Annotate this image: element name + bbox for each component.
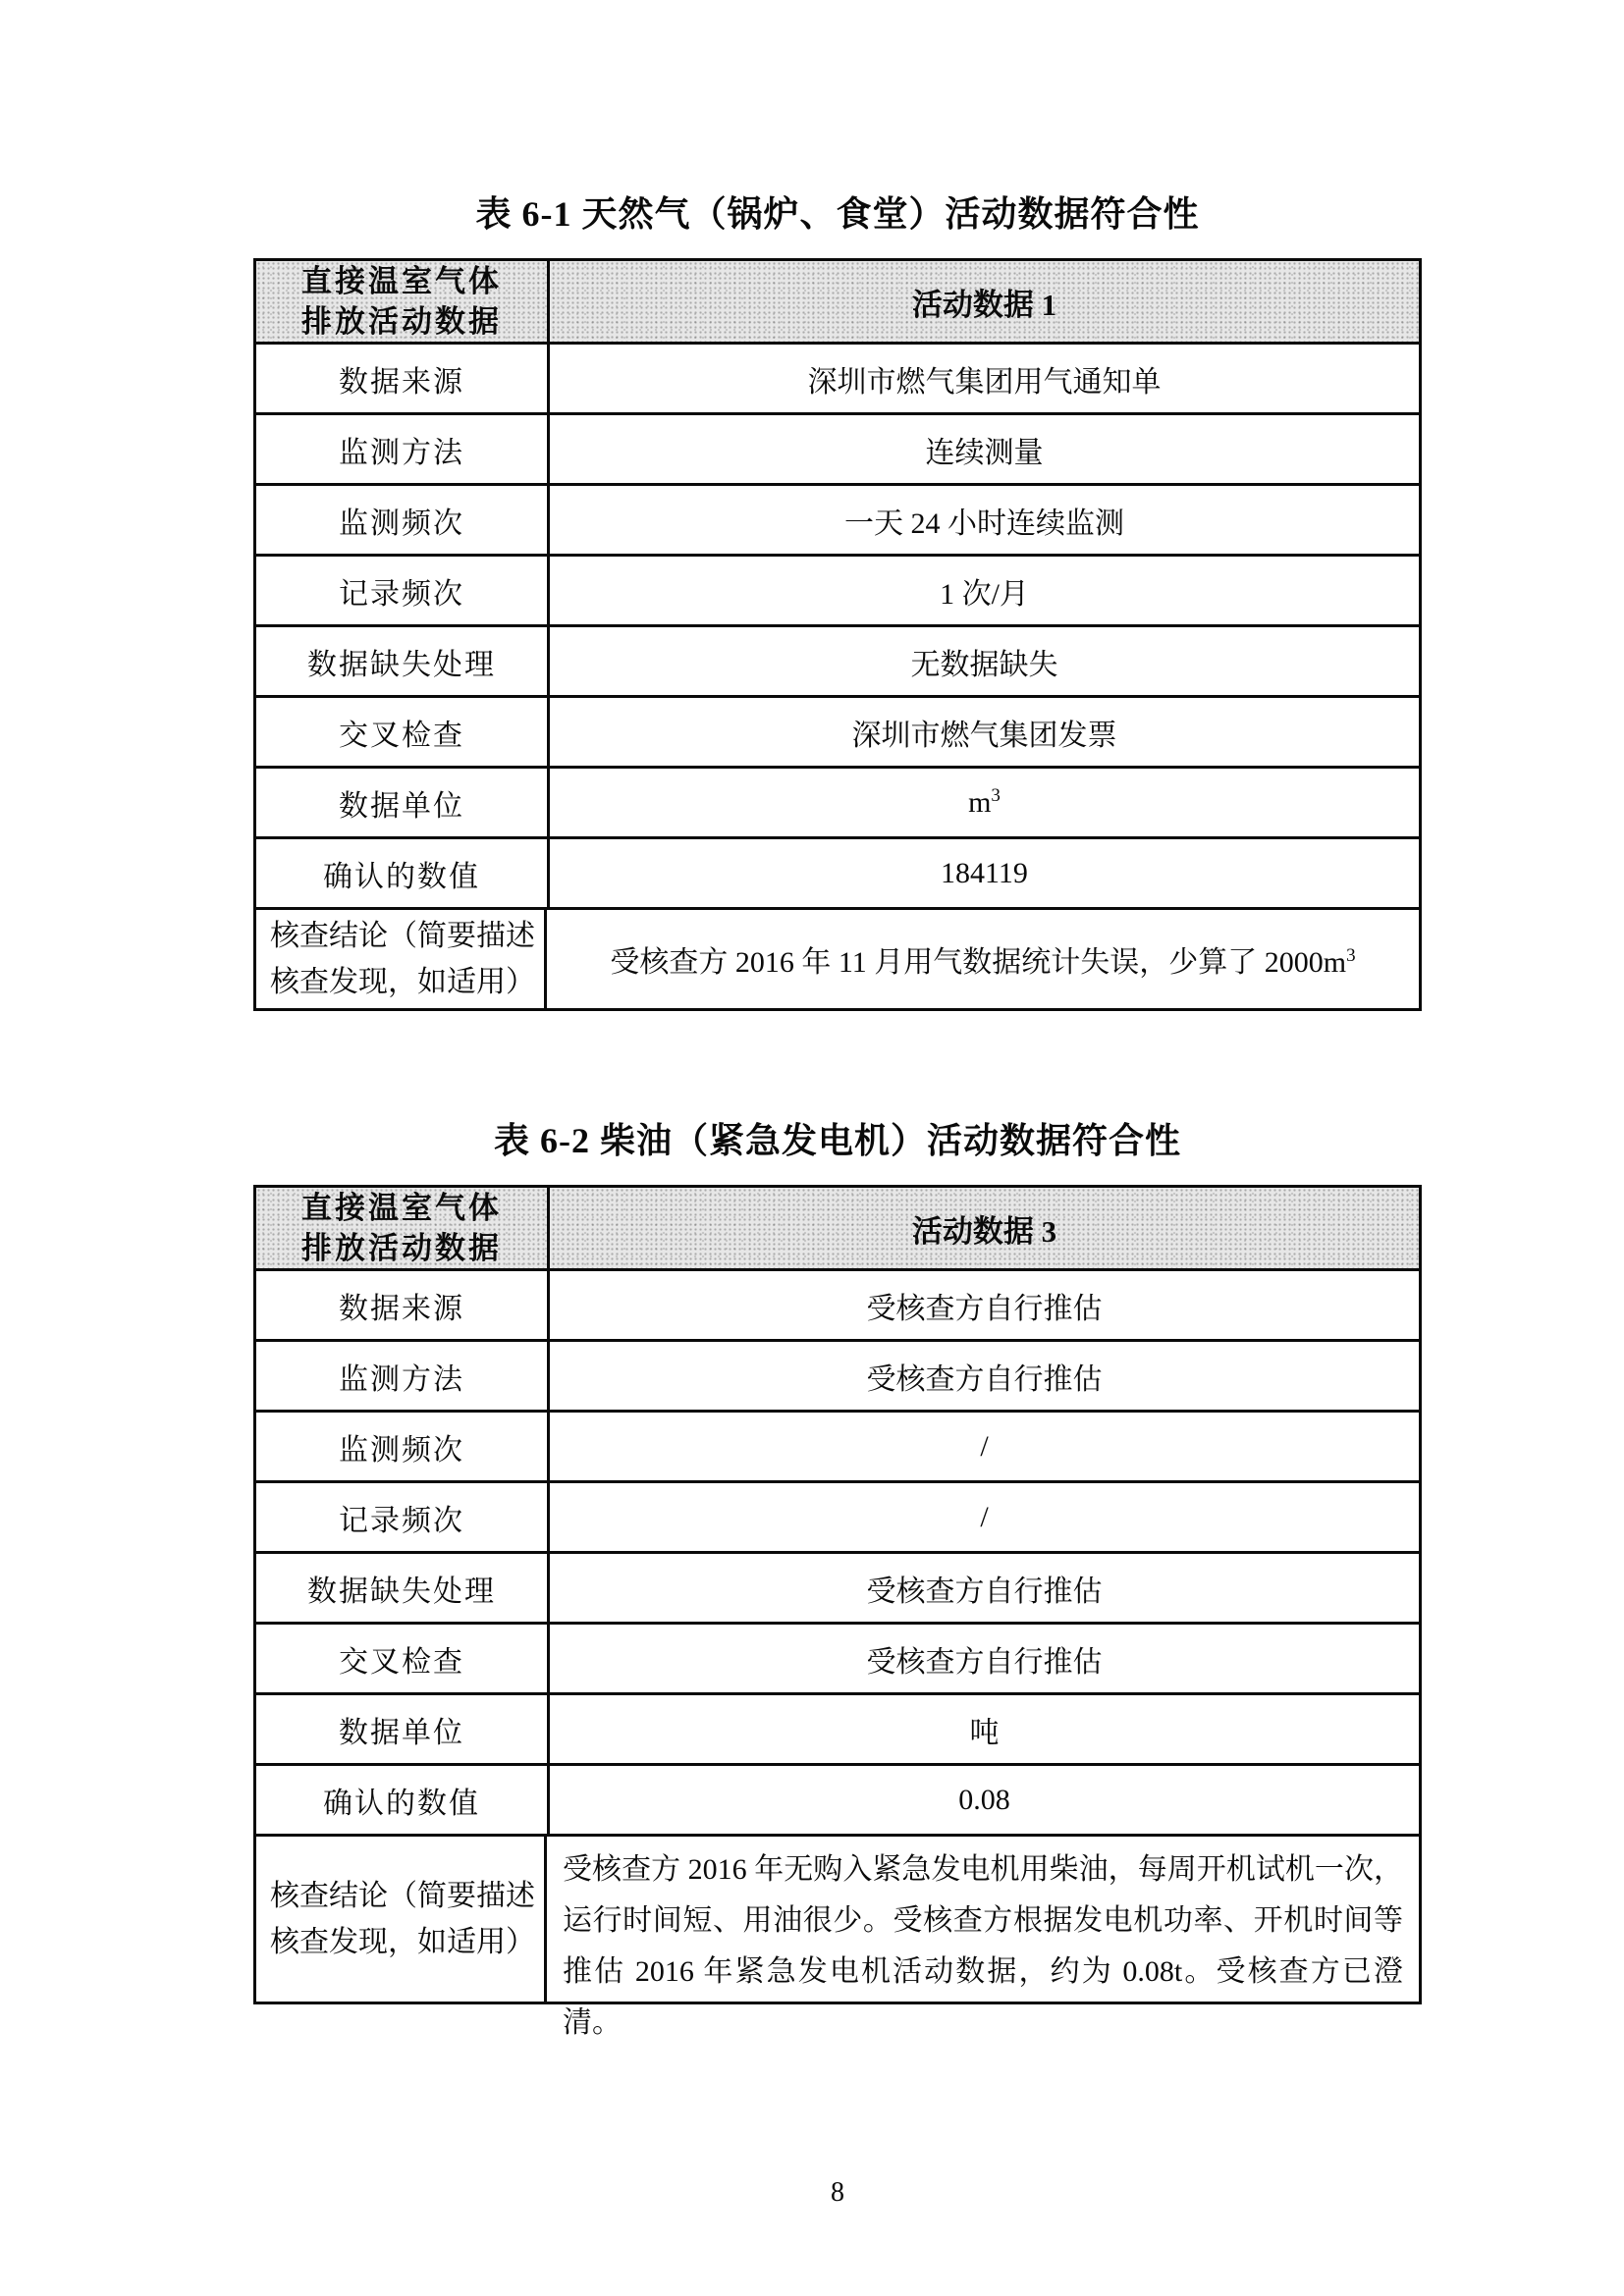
- row-value-cell: [550, 839, 1419, 907]
- row-value-cell: [547, 1837, 1419, 2039]
- row-label: 数据来源: [339, 1292, 464, 1325]
- row-value-cell: [550, 1413, 1419, 1480]
- conclusion-label-line1: 核查结论（简要描述: [270, 1880, 535, 1912]
- table-6-1: [253, 258, 1422, 1011]
- row-value-cell: [550, 1766, 1419, 1834]
- row-value-cell: [550, 627, 1419, 695]
- row-label-cell: [256, 557, 550, 624]
- row-label: 数据缺失处理: [307, 1575, 496, 1608]
- row-label-cell: [256, 627, 550, 695]
- table-row: [256, 836, 1419, 907]
- row-value: 0.08: [958, 1783, 1010, 1816]
- row-label: 交叉检查: [339, 719, 464, 752]
- table-header-row: [256, 1188, 1419, 1268]
- row-label: 监测方法: [339, 436, 464, 469]
- row-value: 连续测量: [925, 436, 1044, 469]
- table-6-2: [253, 1185, 1422, 2039]
- row-label-cell: [256, 1766, 550, 1834]
- table-row: [256, 412, 1419, 483]
- row-label-cell: [256, 486, 550, 554]
- conclusion-row: [256, 907, 1419, 1008]
- row-value: /: [980, 1500, 989, 1533]
- row-label: 记录频次: [339, 1504, 464, 1537]
- row-value-cell: [550, 486, 1419, 554]
- row-value-cell: [550, 698, 1419, 766]
- row-value: 受核查方自行推估: [866, 1362, 1103, 1396]
- row-label-cell: [256, 1837, 547, 2002]
- row-label-cell: [256, 1625, 550, 1692]
- row-label-cell: [256, 1483, 550, 1551]
- header-label-line1: 直接温室气体: [301, 264, 502, 298]
- row-label: 数据单位: [339, 1716, 464, 1749]
- row-value: 受核查方自行推估: [866, 1645, 1103, 1679]
- row-label-cell: [256, 1695, 550, 1763]
- header-label-line2: 排放活动数据: [301, 1231, 502, 1265]
- table-row: [256, 1480, 1419, 1551]
- header-value-cell: [550, 1188, 1419, 1268]
- row-value: 深圳市燃气集团发票: [851, 719, 1117, 752]
- header-label-line1: 直接温室气体: [301, 1191, 502, 1225]
- table-row: [256, 483, 1419, 554]
- row-label-cell: [256, 910, 547, 1008]
- conclusion-label-line2: 核查发现，如适用）: [270, 966, 535, 998]
- row-label: 确认的数值: [323, 860, 480, 893]
- row-value: 深圳市燃气集团用气通知单: [807, 365, 1162, 399]
- row-label-cell: [256, 1342, 550, 1410]
- table-row: [256, 1763, 1419, 1834]
- row-value-cell: [550, 1554, 1419, 1622]
- row-value: 吨: [969, 1716, 1000, 1749]
- row-value-unit: [968, 786, 1001, 820]
- row-value-cell: [550, 769, 1419, 836]
- row-value: 1 次/月: [940, 577, 1029, 611]
- conclusion-superscript: 3: [1346, 945, 1356, 966]
- row-label-cell: [256, 1271, 550, 1339]
- conclusion-label-line1: 核查结论（简要描述: [270, 920, 535, 952]
- unit-superscript: 3: [991, 784, 1001, 806]
- row-label: 记录频次: [339, 577, 464, 611]
- row-label: 确认的数值: [323, 1787, 480, 1820]
- row-label-cell: [256, 1554, 550, 1622]
- row-label-cell: [256, 839, 550, 907]
- row-label-cell: [256, 698, 550, 766]
- row-label: 数据来源: [339, 365, 464, 399]
- row-value: 受核查方自行推估: [866, 1575, 1103, 1608]
- row-label-cell: [256, 1413, 550, 1480]
- row-value-cell: [550, 1483, 1419, 1551]
- row-value-cell: [550, 557, 1419, 624]
- row-value: 一天 24 小时连续监测: [844, 507, 1124, 540]
- conclusion-row: [256, 1834, 1419, 2039]
- table-row: [256, 1551, 1419, 1622]
- table-header-row: [256, 261, 1419, 342]
- row-label: 数据单位: [339, 789, 464, 823]
- row-value-cell: [550, 345, 1419, 412]
- conclusion-value: [610, 937, 1355, 981]
- table-6-2-title: 表 6-2 柴油（紧急发电机）活动数据符合性: [494, 1121, 1181, 1160]
- table-row: [256, 342, 1419, 412]
- table-6-1-title: 表 6-1 天然气（锅炉、食堂）活动数据符合性: [475, 194, 1200, 234]
- row-value-cell: [547, 910, 1419, 1008]
- table-row: [256, 554, 1419, 624]
- header-value: 活动数据 1: [911, 287, 1057, 322]
- table-row: [256, 1410, 1419, 1480]
- conclusion-label-line2: 核查发现，如适用）: [270, 1926, 535, 1958]
- row-label: 监测频次: [339, 1433, 464, 1467]
- table-row: [256, 624, 1419, 695]
- table-row: [256, 1268, 1419, 1339]
- row-label-cell: [256, 769, 550, 836]
- row-value-cell: [550, 1271, 1419, 1339]
- row-label-cell: [256, 345, 550, 412]
- row-label: 数据缺失处理: [307, 648, 496, 681]
- header-label-cell: [256, 261, 550, 342]
- row-value-cell: [550, 1695, 1419, 1763]
- row-value: 184119: [941, 856, 1028, 889]
- row-value-cell: [550, 1342, 1419, 1410]
- table-row: [256, 695, 1419, 766]
- table-row: [256, 1622, 1419, 1692]
- row-label: 监测方法: [339, 1362, 464, 1396]
- conclusion-text: 受核查方 2016 年 11 月用气数据统计失误，少算了 2000m: [610, 946, 1347, 979]
- row-value-cell: [550, 1625, 1419, 1692]
- row-value-cell: [550, 415, 1419, 483]
- conclusion-text: 受核查方 2016 年无购入紧急发电机用柴油，每周开机试机一次，运行时间短、用油很少。受核查方根据发电机功率、开机时间等推估 2016 年紧急发电机活动数据，约为 0.08t。受核查方已澄清。: [563, 1853, 1403, 2039]
- row-value: 无数据缺失: [910, 648, 1058, 681]
- unit-base: m: [968, 785, 992, 819]
- row-label: 交叉检查: [339, 1645, 464, 1679]
- row-label-cell: [256, 415, 550, 483]
- row-value: 受核查方自行推估: [866, 1292, 1103, 1325]
- table-row: [256, 766, 1419, 836]
- page-number: 8: [831, 2177, 844, 2208]
- row-label: 监测频次: [339, 507, 464, 540]
- table-row: [256, 1339, 1419, 1410]
- header-label-cell: [256, 1188, 550, 1268]
- table-row: [256, 1692, 1419, 1763]
- header-value-cell: [550, 261, 1419, 342]
- row-value: /: [980, 1429, 989, 1463]
- header-value: 活动数据 3: [911, 1213, 1057, 1249]
- header-label-line2: 排放活动数据: [301, 304, 502, 339]
